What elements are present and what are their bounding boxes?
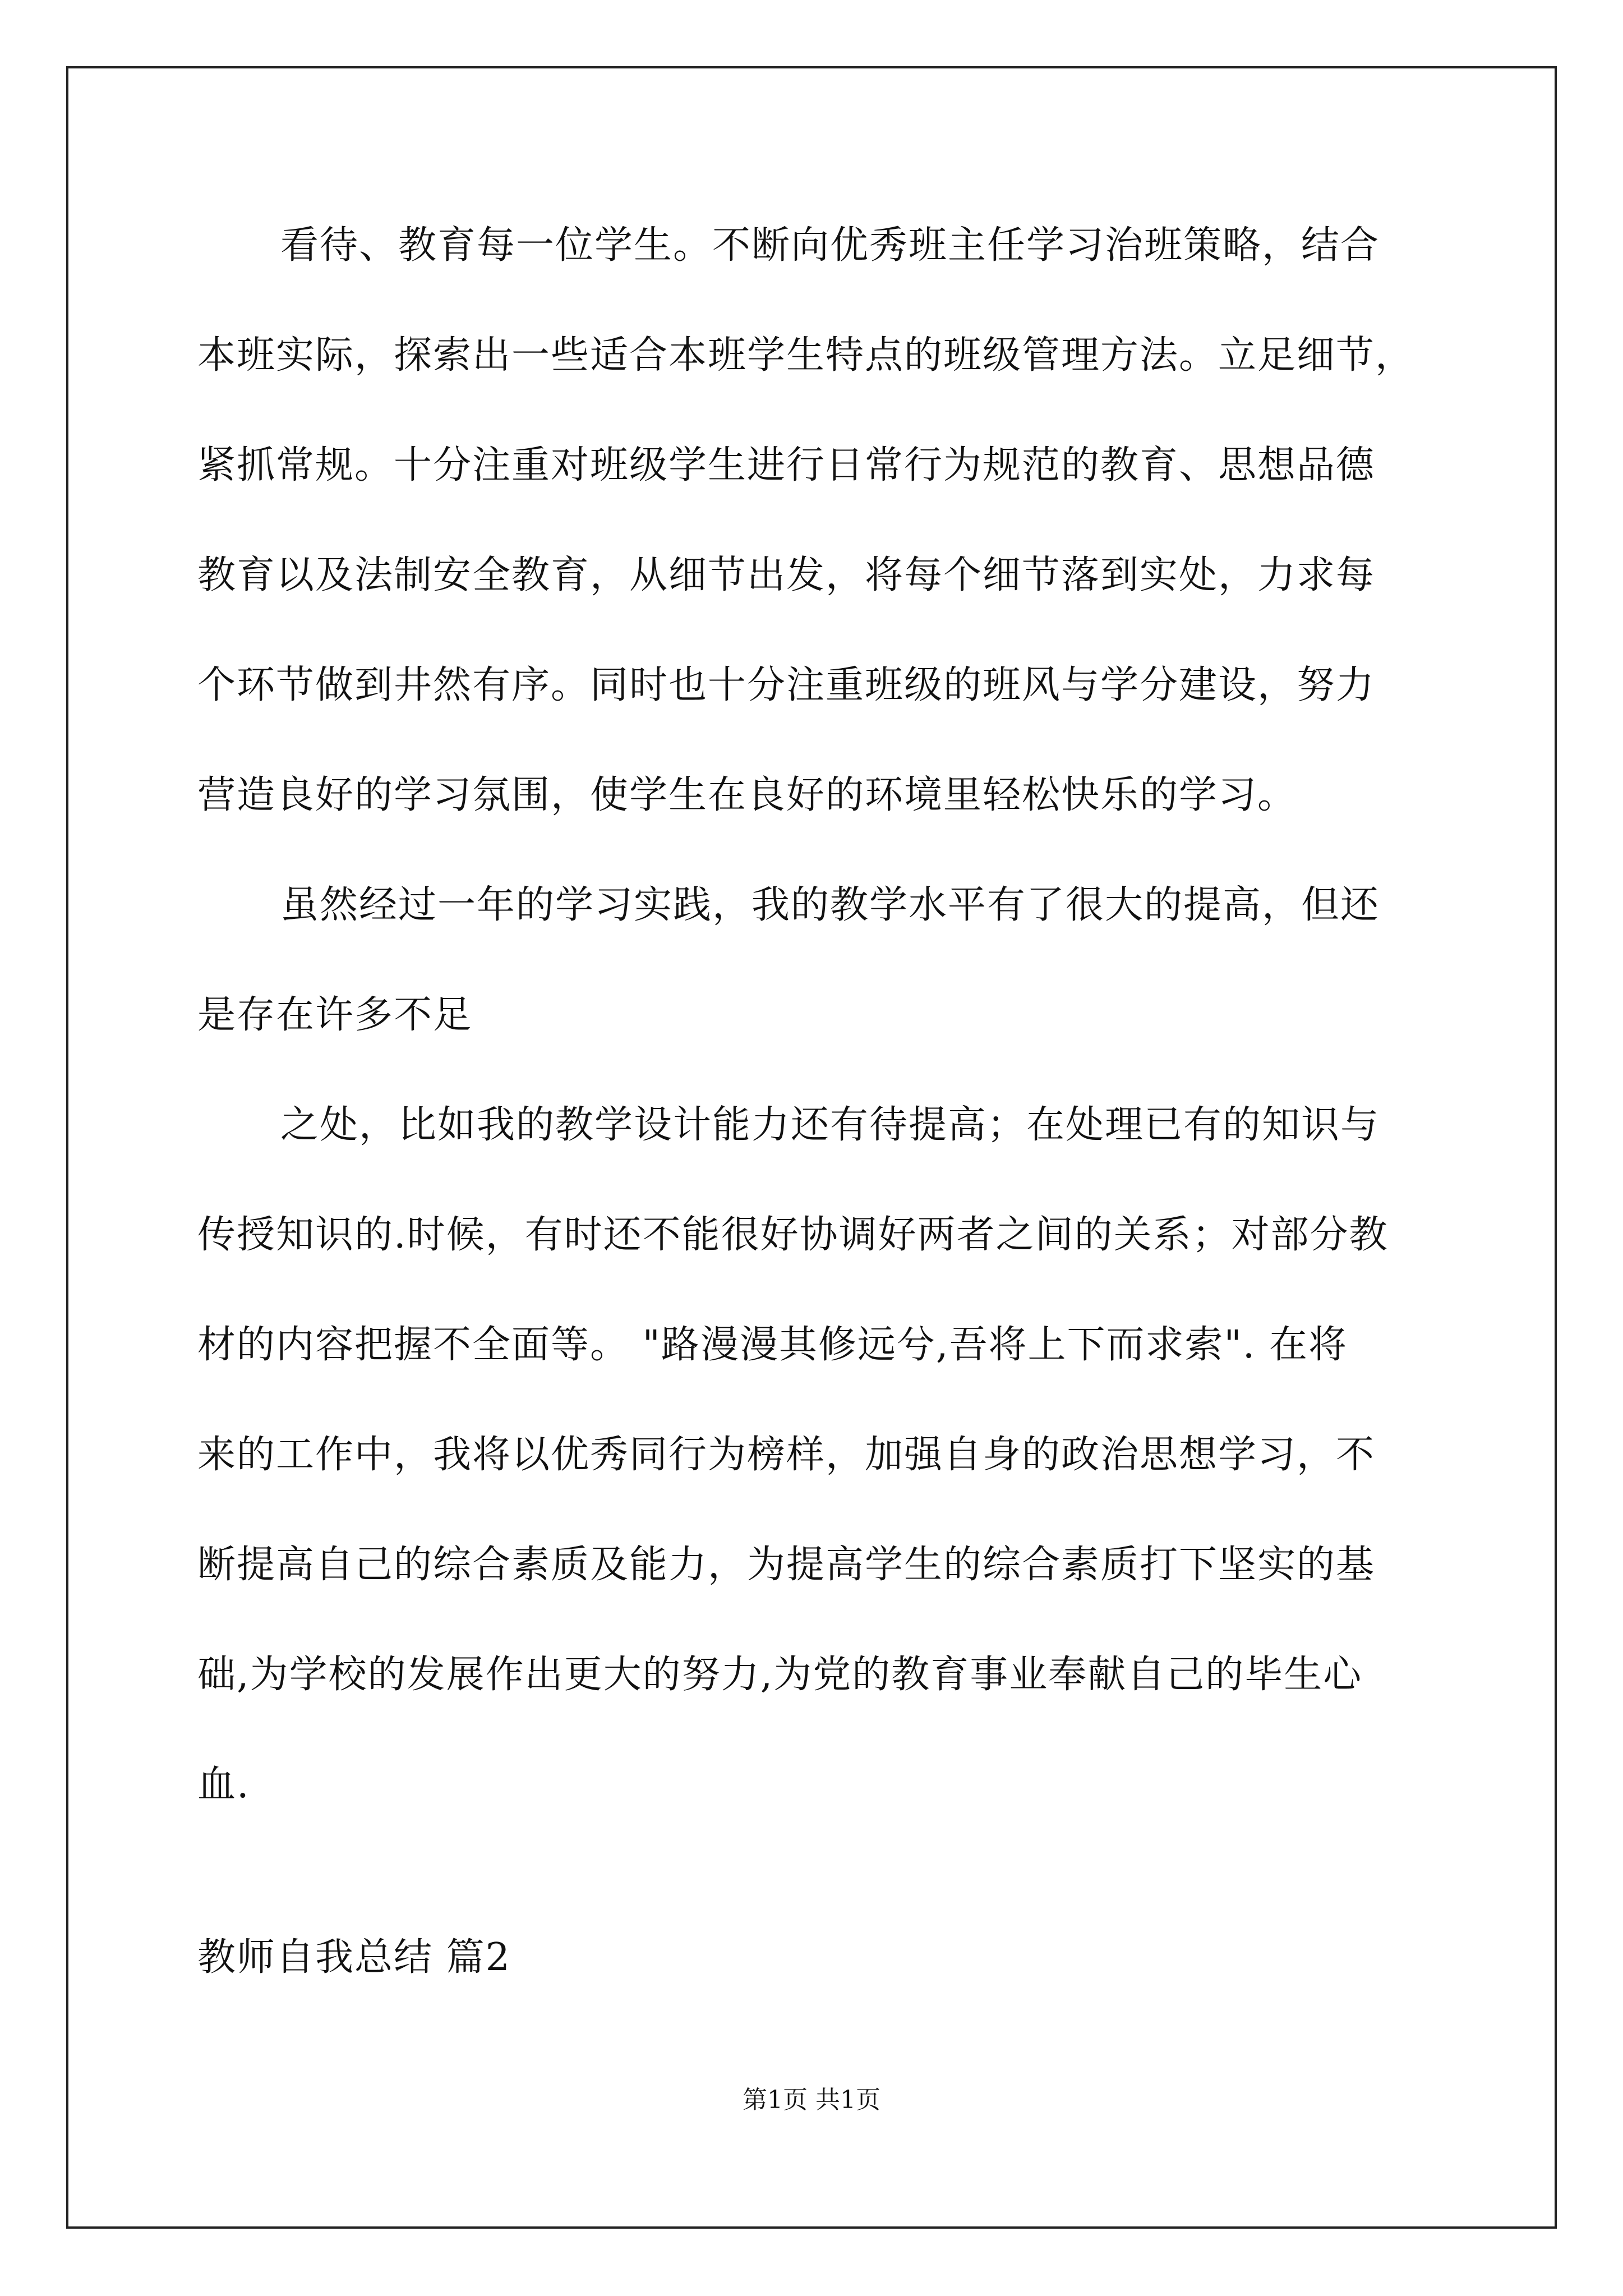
section-heading: 教师自我总结 篇2 — [197, 1935, 511, 1980]
page-border — [66, 66, 1557, 2229]
paragraph-line: 教育以及法制安全教育，从细节出发，将每个细节落到实处，力求每 — [197, 553, 1376, 597]
paragraph-line: 本班实际，探索出一些适合本班学生特点的班级管理方法。立足细节， — [197, 333, 1415, 378]
paragraph-line: 来的工作中，我将以优秀同行为榜样，加强自身的政治思想学习，不 — [197, 1433, 1376, 1477]
paragraph-line: 传授知识的.时候，有时还不能很好协调好两者之间的关系；对部分教 — [197, 1213, 1389, 1257]
paragraph-line: 材的内容把握不全面等。 "路漫漫其修远兮,吾将上下而求索". 在将 — [197, 1323, 1348, 1367]
paragraph-line: 个环节做到井然有序。同时也十分注重班级的班风与学分建设，努力 — [197, 663, 1376, 707]
paragraph-line: 虽然经过一年的学习实践，我的教学水平有了很大的提高，但还 — [280, 883, 1380, 927]
paragraph-line: 看待、教育每一位学生。不断向优秀班主任学习治班策略，结合 — [280, 223, 1380, 268]
paragraph-line: 营造良好的学习氛围，使学生在良好的环境里轻松快乐的学习。 — [197, 773, 1297, 817]
paragraph-line: 血. — [197, 1763, 250, 1807]
paragraph-line: 之处，比如我的教学设计能力还有待提高；在处理已有的知识与 — [280, 1103, 1380, 1147]
paragraph-line: 断提高自己的综合素质及能力，为提高学生的综合素质打下坚实的基 — [197, 1543, 1376, 1587]
paragraph-line: 是存在许多不足 — [197, 993, 473, 1037]
paragraph-line: 紧抓常规。十分注重对班级学生进行日常行为规范的教育、思想品德 — [197, 443, 1376, 487]
page-footer: 第1页 共1页 — [743, 2086, 880, 2114]
paragraph-line: 础,为学校的发展作出更大的努力,为党的教育事业奉献自己的毕生心 — [197, 1653, 1363, 1697]
